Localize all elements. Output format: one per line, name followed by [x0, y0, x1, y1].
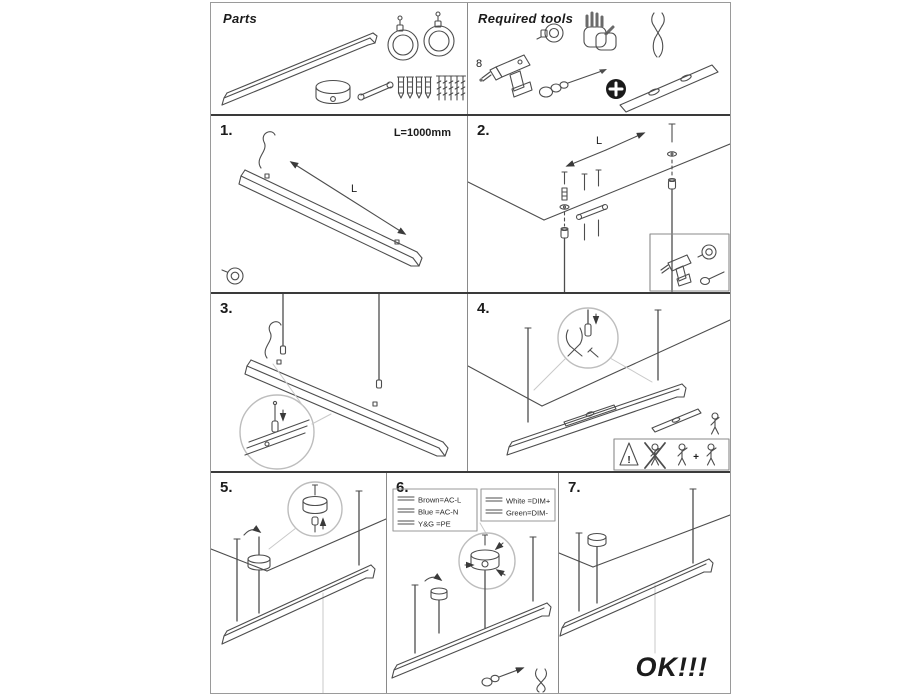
ceiling-canopy-icon [425, 577, 447, 633]
drill-icon [661, 255, 691, 286]
svg-text:White =DIM+: White =DIM+ [506, 496, 551, 506]
step-6-number: 6. [396, 479, 409, 496]
drill-icon [480, 55, 532, 97]
svg-text:L: L [351, 183, 358, 195]
wiring-legend-dim [481, 489, 555, 521]
pliers-icon [652, 13, 665, 57]
ceiling-canopy-icon [316, 81, 350, 104]
mounting-bracket-icon [358, 82, 393, 100]
person-icon [711, 413, 719, 434]
magnified-detail-inset [240, 364, 331, 469]
length-dimension-arrow [291, 162, 405, 234]
suspension-cable-icon [525, 310, 661, 422]
light-bar-icon [222, 565, 375, 644]
magnified-detail-inset [534, 308, 652, 390]
svg-text:!: ! [627, 455, 631, 466]
power-wire-icon [265, 322, 281, 358]
measuring-tape-icon [698, 245, 716, 259]
wall-anchor-icon [398, 77, 432, 98]
svg-text:Y&G =PE: Y&G =PE [418, 519, 451, 529]
light-bar-icon [392, 603, 551, 678]
step-3-number: 3. [220, 300, 233, 317]
length-spec-label: L=1000mm [393, 127, 451, 139]
no-single-person-icon [645, 443, 665, 468]
svg-text:+: + [693, 452, 699, 463]
parts-panel [211, 3, 468, 114]
parts-title: Parts [223, 11, 258, 26]
step-7-illustration [559, 473, 730, 693]
ok-label: OK!!! [635, 652, 708, 682]
length-dimension-arrow [567, 133, 644, 166]
svg-text:Green=DIM-: Green=DIM- [506, 508, 548, 518]
spirit-level-icon [652, 409, 701, 432]
measuring-tape-icon [537, 24, 563, 42]
tools-inset-box [650, 234, 729, 291]
step-4-panel [468, 294, 730, 471]
light-bar-icon [560, 559, 713, 636]
ceiling-plane [468, 320, 730, 406]
instruction-sheet [210, 2, 731, 694]
gloves-icon [584, 13, 616, 50]
phillips-bit-icon [606, 79, 626, 99]
warning-strip [614, 439, 729, 470]
power-wire-icon [259, 132, 275, 168]
step-2-illustration [468, 116, 730, 292]
wiring-legend-mains [393, 489, 477, 531]
ceiling-canopy-icon [244, 530, 270, 613]
svg-text:Brown=AC-L: Brown=AC-L [418, 495, 462, 505]
required-tools-title: Required tools [478, 11, 574, 26]
step-7-number: 7. [568, 479, 581, 496]
screwdriver-icon [701, 272, 725, 285]
tools-illustration [468, 3, 730, 114]
step-5-number: 5. [220, 479, 233, 496]
svg-text:L: L [596, 135, 603, 147]
step-5-panel [211, 473, 387, 693]
suspension-cable-coil-icon [388, 16, 418, 60]
screwdriver-icon [482, 668, 523, 686]
pliers-icon [536, 669, 547, 692]
step-3-panel [211, 294, 468, 471]
mounting-point-left [560, 172, 569, 292]
magnified-detail-inset [269, 482, 342, 549]
step-6-panel [387, 473, 559, 693]
two-person-lift-icon [678, 444, 716, 465]
step-5-illustration [211, 473, 386, 693]
step-1-illustration [211, 116, 467, 292]
step-6-illustration [387, 473, 558, 693]
step-1-panel [211, 116, 468, 292]
svg-text:Blue =AC-N: Blue =AC-N [418, 507, 459, 517]
suspension-cable-icon [576, 489, 696, 611]
ceiling-plane [559, 515, 730, 653]
warning-triangle-icon [620, 443, 638, 466]
required-tools-panel [468, 3, 730, 114]
step-4-illustration [468, 294, 730, 471]
spirit-level-icon [620, 65, 718, 112]
light-bar-icon [222, 33, 377, 105]
step-7-panel [559, 473, 730, 693]
parts-illustration [211, 3, 467, 114]
suspension-cable-coil-icon [424, 12, 454, 56]
step-2-number: 2. [477, 122, 490, 139]
light-bar-icon [239, 170, 422, 266]
pliers-icon [566, 328, 582, 356]
spirit-level-icon [564, 405, 616, 426]
screwdriver-icon [540, 69, 608, 97]
step-3-illustration [211, 294, 467, 471]
suspension-cable-icon [281, 294, 382, 388]
ceiling-canopy-icon [588, 534, 606, 604]
light-bar-icon [507, 384, 686, 455]
screw-icon [437, 76, 466, 100]
step-1-number: 1. [220, 122, 233, 139]
step-2-panel [468, 116, 730, 292]
measuring-tape-icon [222, 268, 243, 284]
drill-bit-size-label: 8 [476, 58, 483, 70]
step-4-number: 4. [477, 300, 490, 317]
magnified-detail-inset [459, 533, 515, 628]
mounting-point-right [668, 124, 677, 292]
